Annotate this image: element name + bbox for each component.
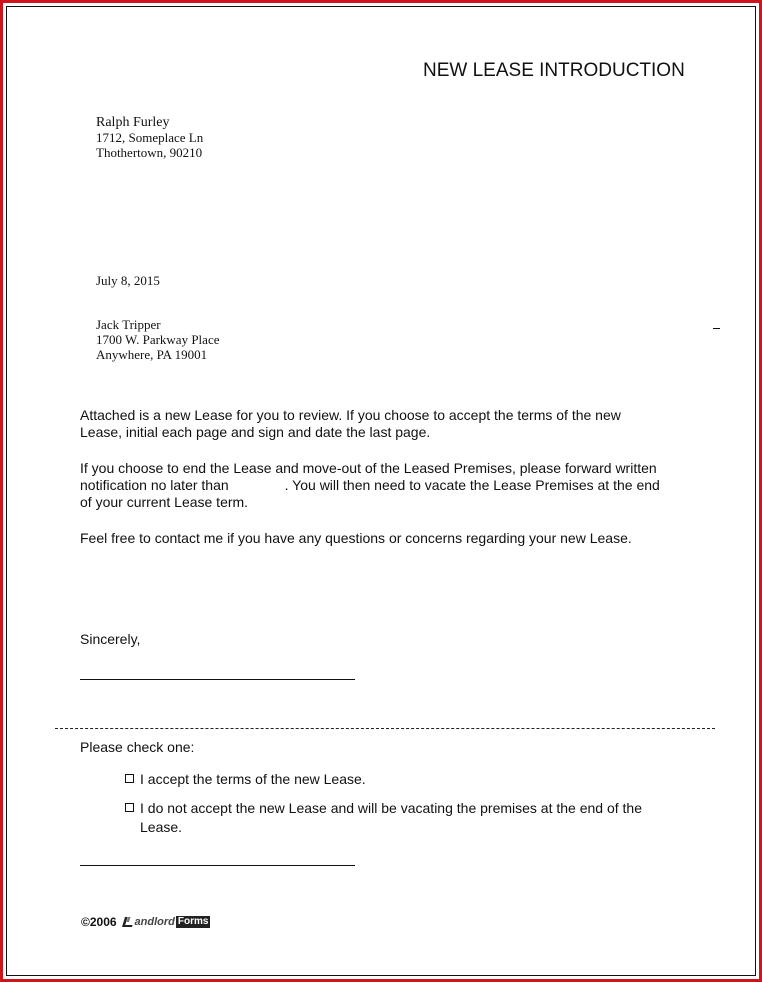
signature-line <box>80 679 355 680</box>
accept-label: I accept the terms of the new Lease. <box>140 771 366 787</box>
sender-name: Ralph Furley <box>96 115 170 130</box>
sender-street: 1712, Someplace Ln <box>96 130 204 145</box>
check-prompt: Please check one: <box>80 739 195 755</box>
option-accept <box>125 770 685 789</box>
accept-checkbox[interactable] <box>125 774 134 783</box>
option-decline <box>125 799 685 837</box>
paragraph-line: If you choose to end the Lease and move-out of the Leased Premises, please forward written <box>80 460 657 476</box>
sender-city: Thothertown, 90210 <box>96 145 203 160</box>
letter-date: July 8, 2015 <box>96 273 160 288</box>
footer-logo <box>81 914 210 930</box>
tear-off-divider <box>55 728 715 729</box>
sender-address <box>96 115 203 160</box>
logo-text-landlord: andlord <box>134 916 175 928</box>
closing-salutation: Sincerely, <box>80 631 141 647</box>
paragraph-contact <box>80 530 700 547</box>
decline-checkbox[interactable] <box>125 803 134 812</box>
notification-text: notification no later than <box>80 477 229 493</box>
response-signature-line <box>80 865 355 866</box>
document-title: NEW LEASE INTRODUCTION <box>423 60 685 81</box>
paragraph-line: Attached is a new Lease for you to review. If you choose to accept the terms of the new <box>80 407 621 423</box>
landlord-l-icon <box>120 916 134 928</box>
logo-text-forms: Forms <box>177 916 209 927</box>
vacate-text: . You will then need to vacate the Lease Premises at the end <box>284 477 660 493</box>
recipient-address <box>96 317 219 362</box>
paragraph-line: Feel free to contact me if you have any questions or concerns regarding your new Lease. <box>80 530 632 546</box>
paragraph-line <box>80 477 700 494</box>
copyright-text: ©2006 <box>81 915 117 929</box>
paragraph-line: of your current Lease term. <box>80 494 249 510</box>
margin-tick-mark <box>713 328 720 329</box>
decline-label: I do not accept the new Lease and will be vacating the premises at the end of the <box>140 800 642 816</box>
recipient-name: Jack Tripper <box>96 317 161 332</box>
paragraph-move-out <box>80 460 700 511</box>
recipient-city: Anywhere, PA 19001 <box>96 347 208 362</box>
paragraph-line: Lease, initial each page and sign and date the last page. <box>80 424 431 440</box>
decline-label-continued: Lease. <box>140 819 183 835</box>
paragraph-review <box>80 407 700 441</box>
recipient-street: 1700 W. Parkway Place <box>96 332 220 347</box>
